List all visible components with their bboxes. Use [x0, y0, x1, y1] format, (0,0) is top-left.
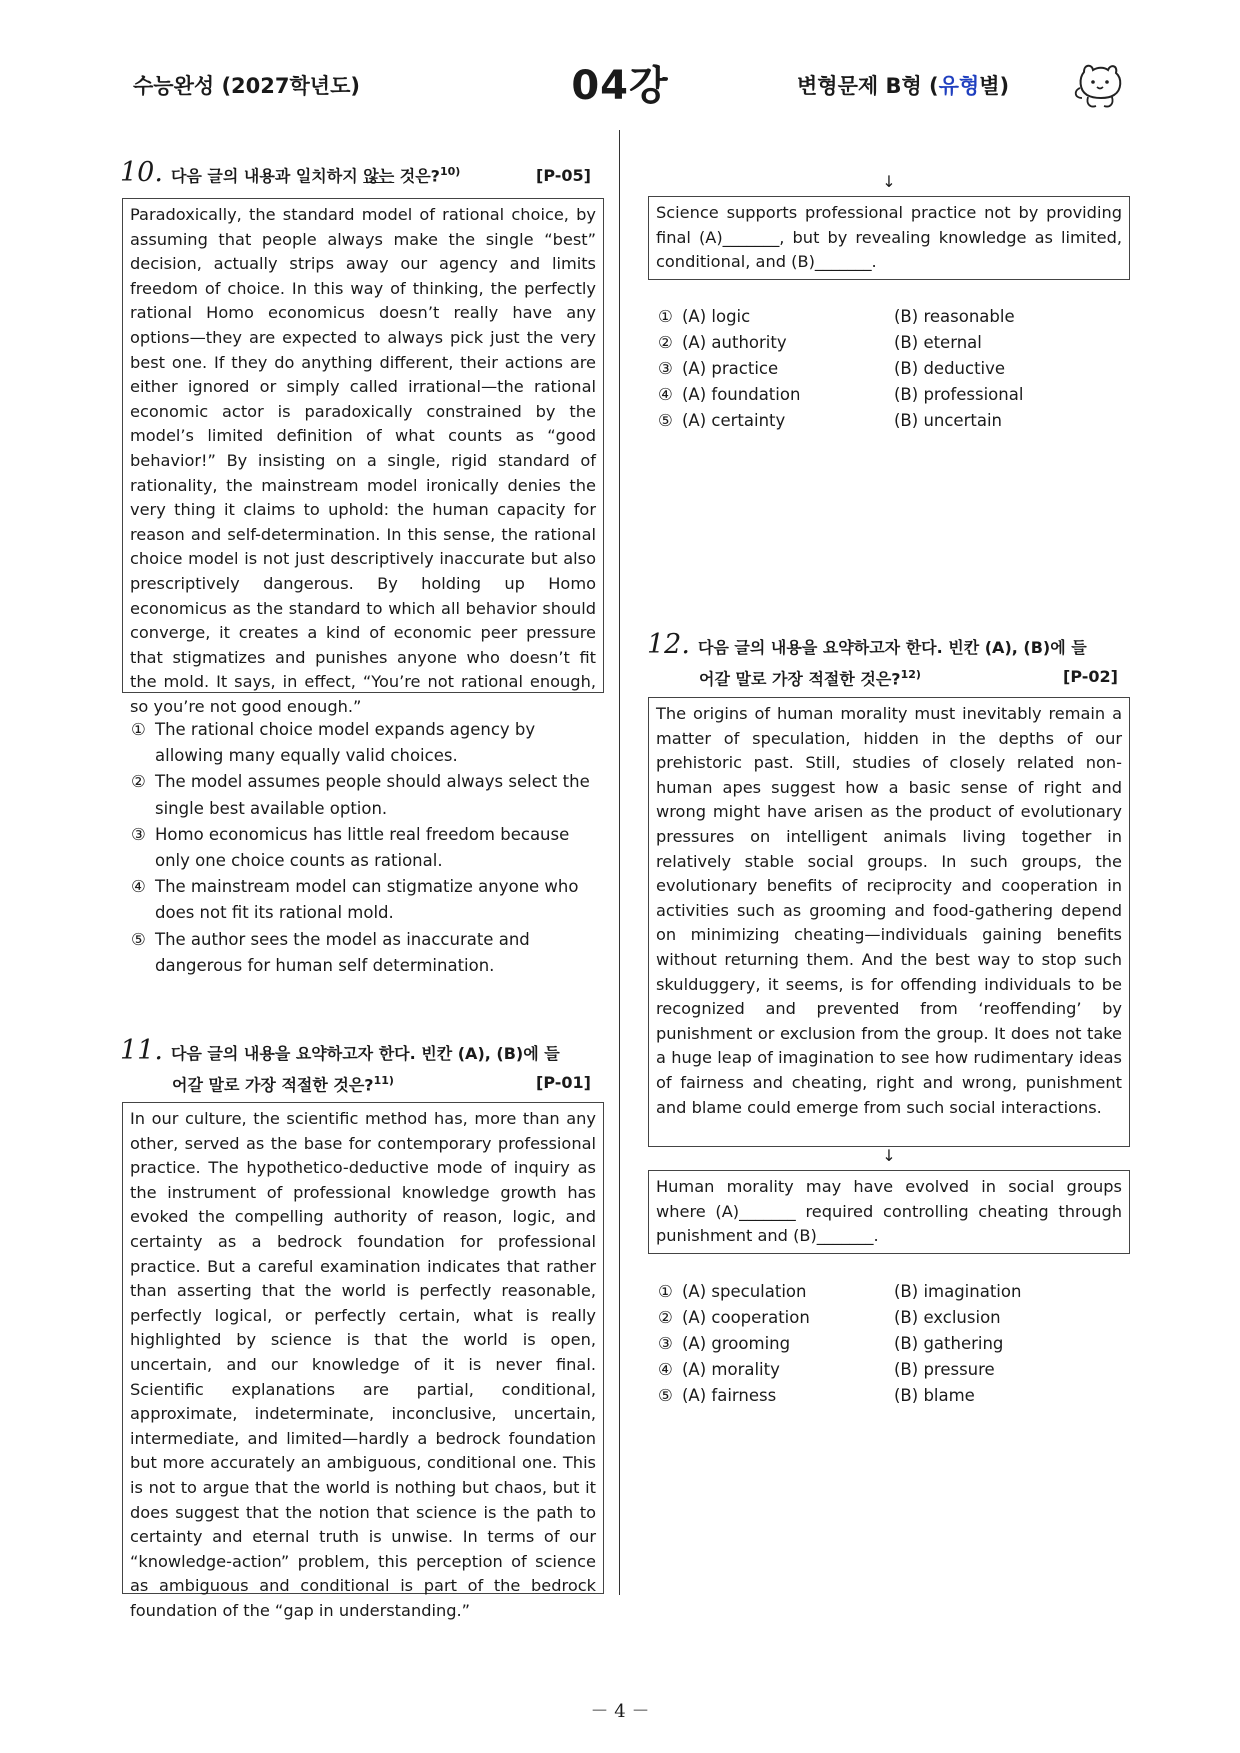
- choice-mark: ②: [658, 1308, 673, 1327]
- choice-mark: ②: [658, 333, 673, 352]
- choice-text: The rational choice model expands agency by allowing many equally valid choices.: [155, 720, 536, 766]
- q12-choice-3[interactable]: [658, 1331, 1128, 1357]
- q11-title-line1: [120, 1036, 560, 1069]
- bear-mascot-icon: [1070, 58, 1126, 112]
- q10-title-post: 것은?: [394, 166, 440, 186]
- q10-number: 10.: [120, 157, 163, 189]
- choice-mark: ②: [131, 772, 146, 792]
- q11-choice-1[interactable]: [658, 304, 1128, 330]
- q10-choice-2[interactable]: [131, 769, 597, 821]
- header-problem-type: [797, 70, 1009, 100]
- q11-choices: [658, 304, 1128, 434]
- choice-mark: ①: [658, 307, 673, 326]
- q10-title-pre: 다음 글의 내용과 일치하지: [170, 166, 364, 186]
- q12-title-line1: [647, 630, 1087, 663]
- choice-a: (A) morality: [682, 1360, 780, 1379]
- q11-code: [P-01]: [536, 1073, 591, 1092]
- q10-choice-4[interactable]: [131, 874, 597, 926]
- choice-a: (A) certainty: [682, 411, 786, 430]
- choice-mark: ⑤: [658, 411, 673, 430]
- q11-choice-3[interactable]: [658, 356, 1128, 382]
- choice-text: Homo economicus has little real freedom because only one choice counts as rational.: [155, 824, 570, 871]
- header-type-highlight: 유형: [938, 74, 980, 98]
- choice-text: The model assumes people should always select the single best available option.: [155, 772, 590, 818]
- q12-choices: [658, 1279, 1128, 1409]
- q12-title-text: 다음 글의 내용을 요약하고자 한다. 빈칸 (A), (B)에 들: [697, 638, 1087, 657]
- q10-footnote: 10): [439, 165, 461, 178]
- choice-b: (B) exclusion: [894, 1308, 1001, 1327]
- page-number: － 4 －: [590, 1701, 650, 1722]
- choice-a: (A) foundation: [682, 385, 801, 404]
- q12-passage: The origins of human morality must inevitably remain a matter of speculation, hidden in the depths of our prehistoric past. Still, studies of closely related non-human apes suggest how a basic sense of right and wrong might have arisen as the product of evolutionary pressures on intelligent animals living together in relatively stable social groups. In such groups, the evolutionary benefits of reciprocity and cooperation in activities such as grooming and food-gathering depend on minimizing cheating—individuals gaining benefits without returning them. And the best way to stop such skulduggery, it seems, is for offending individuals to be recognized and prevented from ‘reoffending’ by punishment or exclusion from the group. It does not take a huge leap of imagination to see how rudimentary ideas of fairness and cheating, right and wrong, punishment and blame could emerge from such social interactions.: [648, 697, 1130, 1147]
- q10-choice-5[interactable]: [131, 927, 597, 979]
- choice-a: (A) grooming: [682, 1334, 791, 1353]
- header-book-title: 수능완성 (2027학년도): [133, 74, 360, 98]
- q12-summary: Human morality may have evolved in social groups where (A)_______ required controlling cheating through punishment and (B)_______.: [648, 1170, 1130, 1254]
- q11-footnote: 11): [373, 1074, 394, 1087]
- choice-b: (B) imagination: [894, 1282, 1022, 1301]
- q11-summary: Science supports professional practice not by providing final (A)_______, but by revealing knowledge as limited, conditional, and (B)_______.: [648, 196, 1130, 280]
- q10-choices: [131, 717, 597, 979]
- choice-mark: ⑤: [658, 1386, 673, 1405]
- choice-a: (A) logic: [682, 307, 751, 326]
- choice-mark: ③: [658, 359, 673, 378]
- choice-b: (B) eternal: [894, 333, 982, 352]
- q10-choice-1[interactable]: [131, 717, 597, 769]
- q11-title-line2: [172, 1066, 394, 1100]
- q12-code: [P-02]: [1063, 667, 1118, 686]
- header-lesson-number: 04강: [571, 63, 669, 109]
- choice-text: The mainstream model can stigmatize anyone who does not fit its rational mold.: [155, 877, 579, 923]
- page-header: [0, 0, 1240, 130]
- q12-number: 12.: [647, 629, 690, 660]
- q11-passage: In our culture, the scientific method has, more than any other, served as the base for contemporary professional practice. The hypothetico-deductive mode of inquiry as the instrument of professional knowledge growth has evoked the compelling authority of reason, logic, and certainty as a bedrock foundation for professional practice. But a careful examination indicates that rather than asserting that the world is perfectly reasonable, perfectly logical, or perfectly certain, what is really highlighted by science is that the world is open, uncertain, and our knowledge of it is never final. Scientific explanations are partial, conditional, approximate, indeterminate, inconclusive, uncertain, intermediate, and limited—hardly a bedrock foundation but more accurately an ambiguous, conditional one. This is not to argue that the world is nothing but chaos, but it does suggest that the notion that science is the path to certainty and eternal truth is unwise. In terms of our “knowledge-action” problem, this perception of science as ambiguous and conditional is part of the bedrock foundation of the “gap in understanding.”: [122, 1102, 604, 1594]
- q11-arrow: ↓: [882, 172, 896, 191]
- header-type-prefix: 변형문제 B형 (: [797, 74, 939, 98]
- q11-choice-2[interactable]: [658, 330, 1128, 356]
- choice-mark: ④: [658, 385, 673, 404]
- q12-choice-2[interactable]: [658, 1305, 1128, 1331]
- column-divider: [619, 130, 620, 1595]
- q10-code: [P-05]: [536, 166, 591, 185]
- choice-b: (B) professional: [894, 385, 1024, 404]
- q10-choice-3[interactable]: [131, 822, 597, 874]
- q12-choice-4[interactable]: [658, 1357, 1128, 1383]
- q12-choice-5[interactable]: [658, 1383, 1128, 1409]
- choice-mark: ①: [658, 1282, 673, 1301]
- choice-text: The author sees the model as inaccurate and dangerous for human self determination.: [155, 929, 530, 975]
- choice-a: (A) practice: [682, 359, 779, 378]
- choice-b: (B) gathering: [894, 1334, 1004, 1353]
- choice-b: (B) deductive: [894, 359, 1006, 378]
- q10-title: [120, 157, 460, 191]
- choice-b: (B) blame: [894, 1386, 975, 1405]
- choice-a: (A) speculation: [682, 1282, 807, 1301]
- choice-mark: ③: [131, 824, 146, 844]
- q11-choice-5[interactable]: [658, 408, 1128, 434]
- choice-a: (A) authority: [682, 333, 787, 352]
- choice-mark: ④: [131, 877, 146, 897]
- choice-mark: ③: [658, 1334, 673, 1353]
- choice-mark: ⑤: [131, 929, 146, 949]
- q11-choice-4[interactable]: [658, 382, 1128, 408]
- choice-mark: ④: [658, 1360, 673, 1379]
- choice-a: (A) fairness: [682, 1386, 777, 1405]
- q10-passage: Paradoxically, the standard model of rational choice, by assuming that people always make the single “best” decision, actually strips away our agency and limits freedom of choice. In this way of thinking, the perfectly rational Homo economicus doesn’t really have any options—they are expected to always pick just the very best one. If they do anything different, their actions are either ignored or simply called irrational—the rational economic actor is paradoxically constrained by the model’s limited definition of what counts as “good behavior!” By insisting on a single, rigid standard of rationality, the mainstream model ironically denies the very thing it claims to uphold: the human capacity for reason and self-determination. In this sense, the rational choice model is not just descriptively inaccurate but also prescriptively dangerous. By holding up Homo economicus as the standard to which all behavior should converge, it creates a kind of economic peer pressure that stigmatizes and punishes anyone who doesn’t fit the mold. It says, in effect, “You’re not rational enough, so you’re not good enough.”: [122, 198, 604, 693]
- header-type-suffix: 별): [979, 74, 1010, 98]
- choice-b: (B) pressure: [894, 1360, 995, 1379]
- q12-footnote: 12): [900, 668, 921, 681]
- q12-arrow: ↓: [882, 1146, 896, 1165]
- q11-title-text2: 어갈 말로 가장 적절한 것은?: [172, 1075, 374, 1095]
- choice-mark: ①: [131, 720, 146, 739]
- choice-b: (B) uncertain: [894, 411, 1002, 430]
- choice-b: (B) reasonable: [894, 307, 1015, 326]
- q12-title-line2: [699, 660, 921, 694]
- choice-a: (A) cooperation: [682, 1308, 810, 1327]
- q11-number: 11.: [120, 1035, 163, 1066]
- q12-title-text2: 어갈 말로 가장 적절한 것은?: [699, 669, 901, 689]
- q12-choice-1[interactable]: [658, 1279, 1128, 1305]
- q10-title-underlined: 않는: [363, 166, 395, 186]
- q11-title-text: 다음 글의 내용을 요약하고자 한다. 빈칸 (A), (B)에 들: [170, 1044, 560, 1063]
